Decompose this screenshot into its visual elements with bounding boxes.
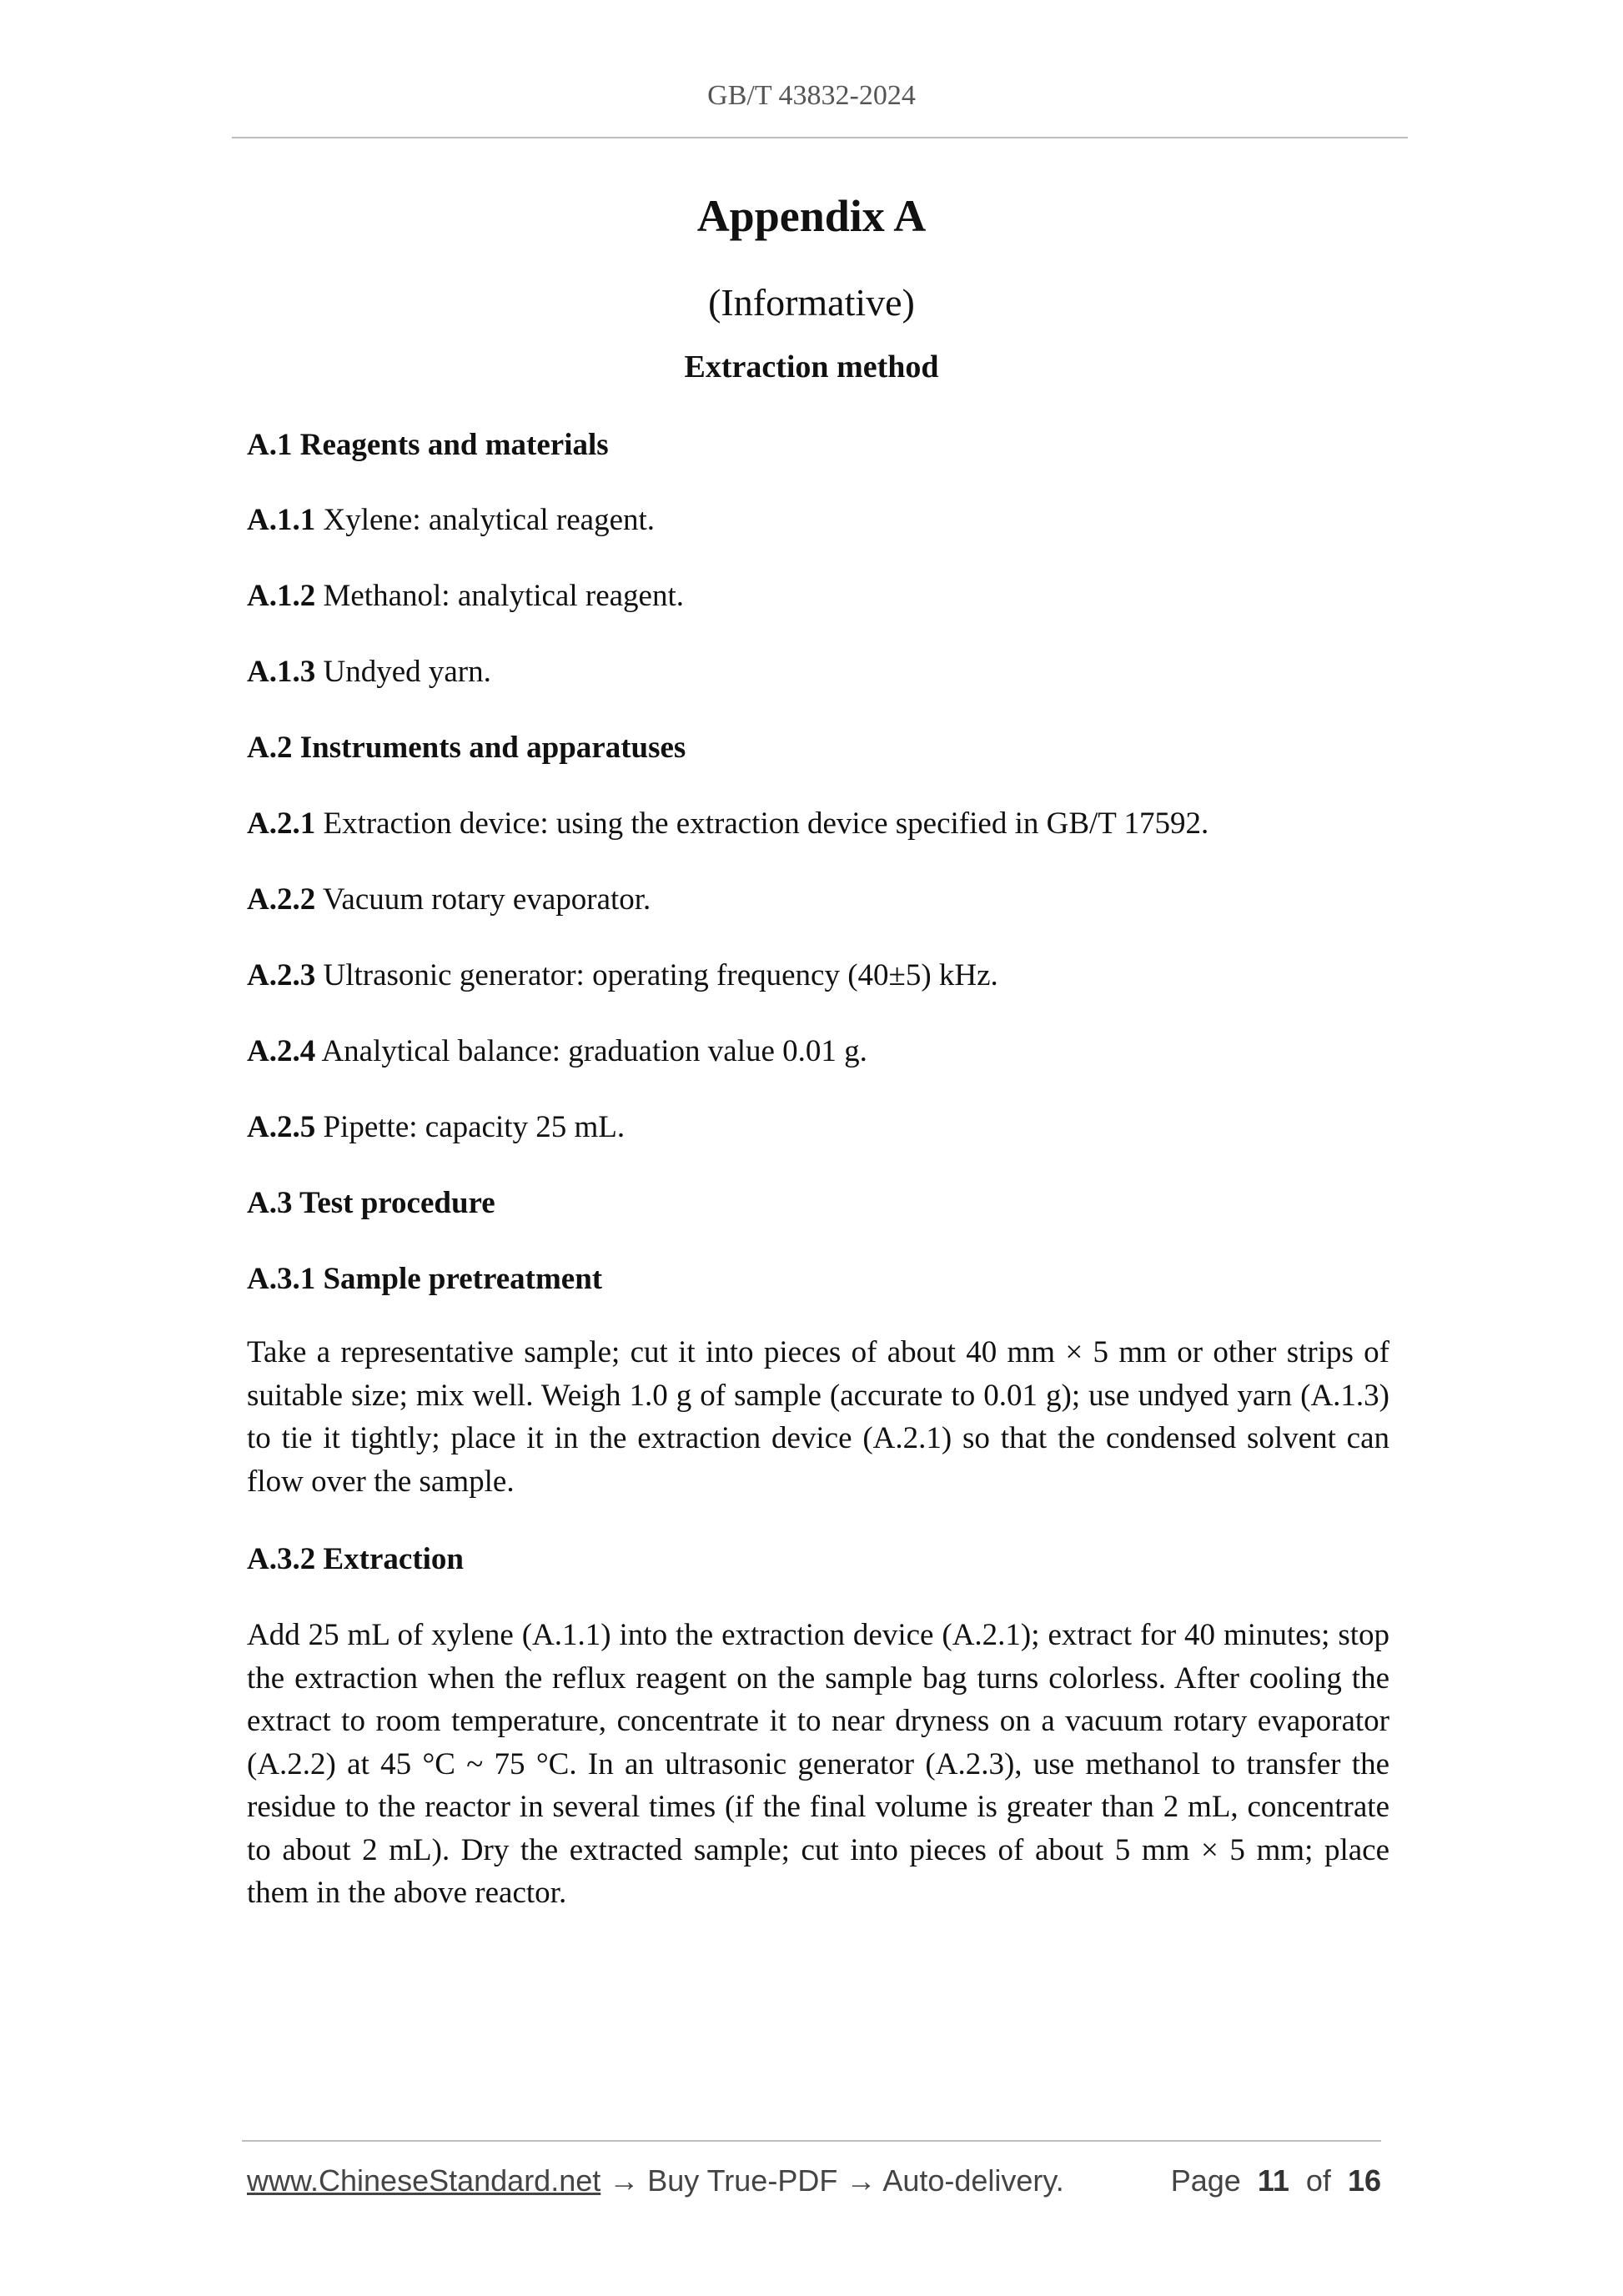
page-footer [247, 2163, 1381, 2198]
footer-tagline: → Buy True-PDF → Auto-delivery. [600, 2163, 1064, 2198]
header-divider [232, 137, 1408, 138]
page-label: Page [1170, 2163, 1241, 2198]
page-total: 16 [1347, 2163, 1381, 2198]
appendix-title: Appendix A [696, 191, 927, 241]
website-link[interactable]: www.ChineseStandard.net [247, 2163, 601, 2198]
clause-text: Vacuum rotary evaporator. [315, 882, 651, 917]
section-heading-a32: A.3.2 Extraction [247, 1542, 464, 1576]
running-header: GB/T 43832-2024 [707, 80, 916, 111]
clause-a11 [247, 502, 655, 538]
clause-number: A.1.2 [247, 579, 316, 613]
clause-a23 [247, 957, 998, 993]
clause-number: A.2.4 [247, 1034, 316, 1068]
clause-number: A.2.3 [247, 958, 316, 992]
clause-number: A.2.1 [247, 806, 316, 841]
section-heading-a2: A.2 Instruments and apparatuses [247, 731, 686, 765]
clause-text: Ultrasonic generator: operating frequency (40±5) kHz. [315, 958, 998, 992]
appendix-subheading: Extraction method [684, 349, 939, 384]
clause-a25 [247, 1109, 625, 1145]
page-of-label: of [1305, 2163, 1331, 2198]
clause-a12 [247, 578, 684, 614]
clause-number: A.1.1 [247, 503, 316, 537]
clause-text: Analytical balance: graduation value 0.01 g. [315, 1034, 867, 1068]
clause-a22 [247, 882, 651, 917]
paragraph-extraction: Add 25 mL of xylene (A.1.1) into the extraction device (A.2.1); extract for 40 minutes; stop the extraction when the reflux reagent on the sample bag turns colorless. After cooling the extract to room temperature, concentrate it to near dryness on a vacuum rotary evaporator (A.2.2) at 45 °C ~ 75 °C. In an ultrasonic generator (A.2.3), use methanol to transfer the residue to the reactor in several times (if the final volume is greater than 2 mL, concentrate to about 2 mL). Dry the extracted sample; cut into pieces of about 5 mm × 5 mm; place them in the above reactor. [247, 1618, 1389, 1910]
clause-text: Extraction device: using the extraction device specified in GB/T 17592. [315, 806, 1209, 841]
clause-a21 [247, 806, 1208, 842]
section-heading-a3: A.3 Test procedure [247, 1186, 495, 1220]
clause-number: A.1.3 [247, 655, 316, 689]
clause-number: A.2.5 [247, 1110, 316, 1144]
clause-text: Xylene: analytical reagent. [315, 503, 656, 537]
clause-a13 [247, 654, 491, 690]
page-counter [1171, 2163, 1381, 2198]
clause-a24 [247, 1033, 867, 1069]
clause-text: Pipette: capacity 25 mL. [315, 1110, 626, 1144]
section-heading-a1: A.1 Reagents and materials [247, 428, 609, 462]
clause-text: Methanol: analytical reagent. [315, 579, 684, 613]
page-number: 11 [1257, 2163, 1289, 2198]
appendix-subtitle: (Informative) [708, 281, 915, 324]
clause-text: Undyed yarn. [315, 655, 491, 689]
paragraph-sample-pretreatment: Take a representative sample; cut it into pieces of about 40 mm × 5 mm or other strips of suitable size; mix well. Weigh 1.0 g of sample (accurate to 0.01 g); use undyed yarn (A.1.3) to tie it tightly; place it in the extraction device (A.2.1) so that the condensed solvent can flow over the sample. [247, 1335, 1389, 1499]
footer-divider [242, 2140, 1381, 2142]
section-heading-a31: A.3.1 Sample pretreatment [247, 1262, 603, 1296]
clause-number: A.2.2 [247, 882, 316, 917]
